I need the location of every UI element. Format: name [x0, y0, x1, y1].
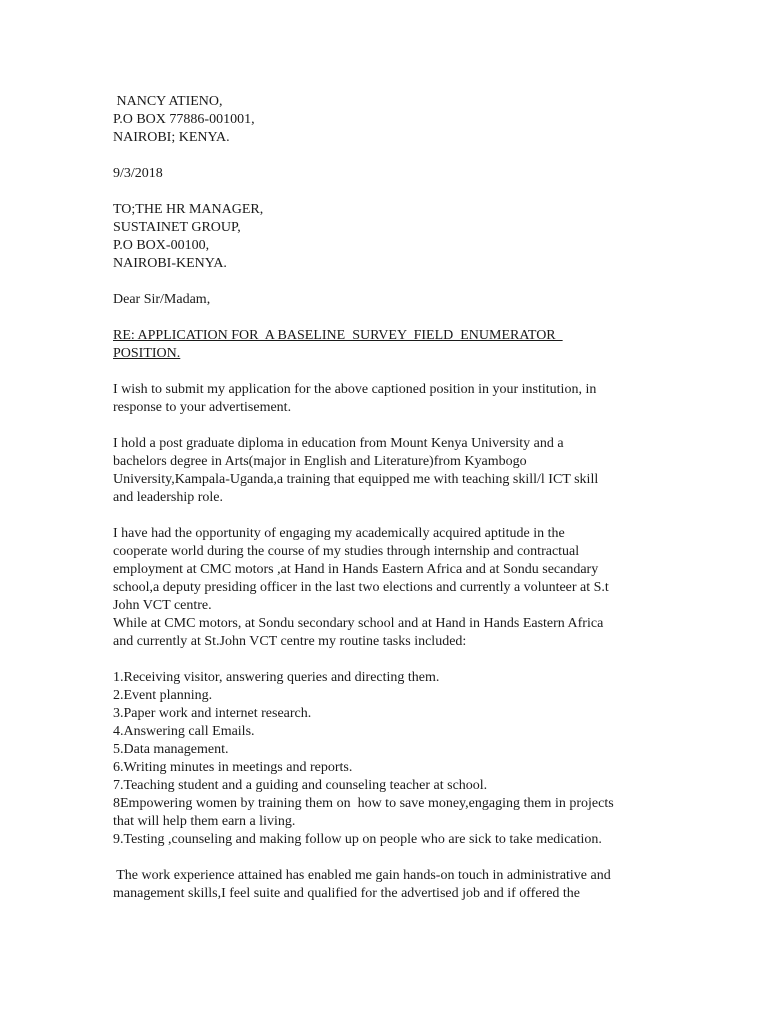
paragraph-line: response to your advertisement.	[113, 400, 292, 415]
list-item: 4.Answering call Emails.	[113, 724, 255, 739]
recipient-company: SUSTAINET GROUP,	[113, 220, 241, 235]
subject-line	[113, 327, 673, 363]
paragraph-line: I have had the opportunity of engaging my academically acquired aptitude in the	[113, 526, 565, 541]
paragraph-intro	[113, 381, 673, 417]
paragraph-line: and leadership role.	[113, 490, 224, 505]
letter-date: 9/3/2018	[113, 166, 163, 181]
recipient-address	[113, 201, 673, 273]
list-item: 7.Teaching student and a guiding and counseling teacher at school.	[113, 778, 488, 793]
paragraph-line: I wish to submit my application for the above captioned position in your institution, in	[113, 382, 597, 397]
letter-body	[113, 93, 673, 903]
paragraph-line: I hold a post graduate diploma in education from Mount Kenya University and a	[113, 436, 564, 451]
list-item: 5.Data management.	[113, 742, 229, 757]
recipient-to: TO;THE HR MANAGER,	[113, 202, 264, 217]
recipient-city: NAIROBI-KENYA.	[113, 256, 227, 271]
task-list	[113, 669, 673, 849]
paragraph-line: management skills,I feel suite and qualified for the advertised job and if offered the	[113, 886, 581, 901]
paragraph-line: employment at CMC motors ,at Hand in Hands Eastern Africa and at Sondu secandary	[113, 562, 599, 577]
paragraph-education	[113, 435, 673, 507]
list-item: 2.Event planning.	[113, 688, 213, 703]
paragraph-closing	[113, 867, 673, 903]
list-item: 3.Paper work and internet research.	[113, 706, 312, 721]
paragraph-line: While at CMC motors, at Sondu secondary school and at Hand in Hands Eastern Africa	[113, 616, 604, 631]
sender-address	[113, 93, 673, 147]
subject-line-2: POSITION.	[113, 346, 181, 361]
list-item: 8Empowering women by training them on how to save money,engaging them in projects	[113, 796, 614, 811]
sender-city: NAIROBI; KENYA.	[113, 130, 230, 145]
recipient-box: P.O BOX-00100,	[113, 238, 210, 253]
sender-box: P.O BOX 77886-001001,	[113, 112, 255, 127]
paragraph-experience	[113, 525, 673, 651]
paragraph-line: The work experience attained has enabled me gain hands-on touch in administrative and	[113, 868, 611, 883]
list-item: 1.Receiving visitor, answering queries and directing them.	[113, 670, 440, 685]
sender-name: NANCY ATIENO,	[113, 94, 223, 109]
paragraph-line: bachelors degree in Arts(major in English and Literature)from Kyambogo	[113, 454, 527, 469]
paragraph-line: cooperate world during the course of my studies through internship and contractual	[113, 544, 580, 559]
paragraph-line: University,Kampala-Uganda,a training that equipped me with teaching skill/l ICT skill	[113, 472, 599, 487]
subject-line-1: RE: APPLICATION FOR A BASELINE SURVEY FIELD ENUMERATOR	[113, 328, 563, 343]
list-item: that will help them earn a living.	[113, 814, 296, 829]
paragraph-line: and currently at St.John VCT centre my routine tasks included:	[113, 634, 467, 649]
paragraph-line: school,a deputy presiding officer in the last two elections and currently a volunteer at S.t	[113, 580, 609, 595]
list-item: 9.Testing ,counseling and making follow up on people who are sick to take medication.	[113, 832, 602, 847]
paragraph-line: John VCT centre.	[113, 598, 212, 613]
salutation: Dear Sir/Madam,	[113, 292, 211, 307]
list-item: 6.Writing minutes in meetings and reports.	[113, 760, 353, 775]
